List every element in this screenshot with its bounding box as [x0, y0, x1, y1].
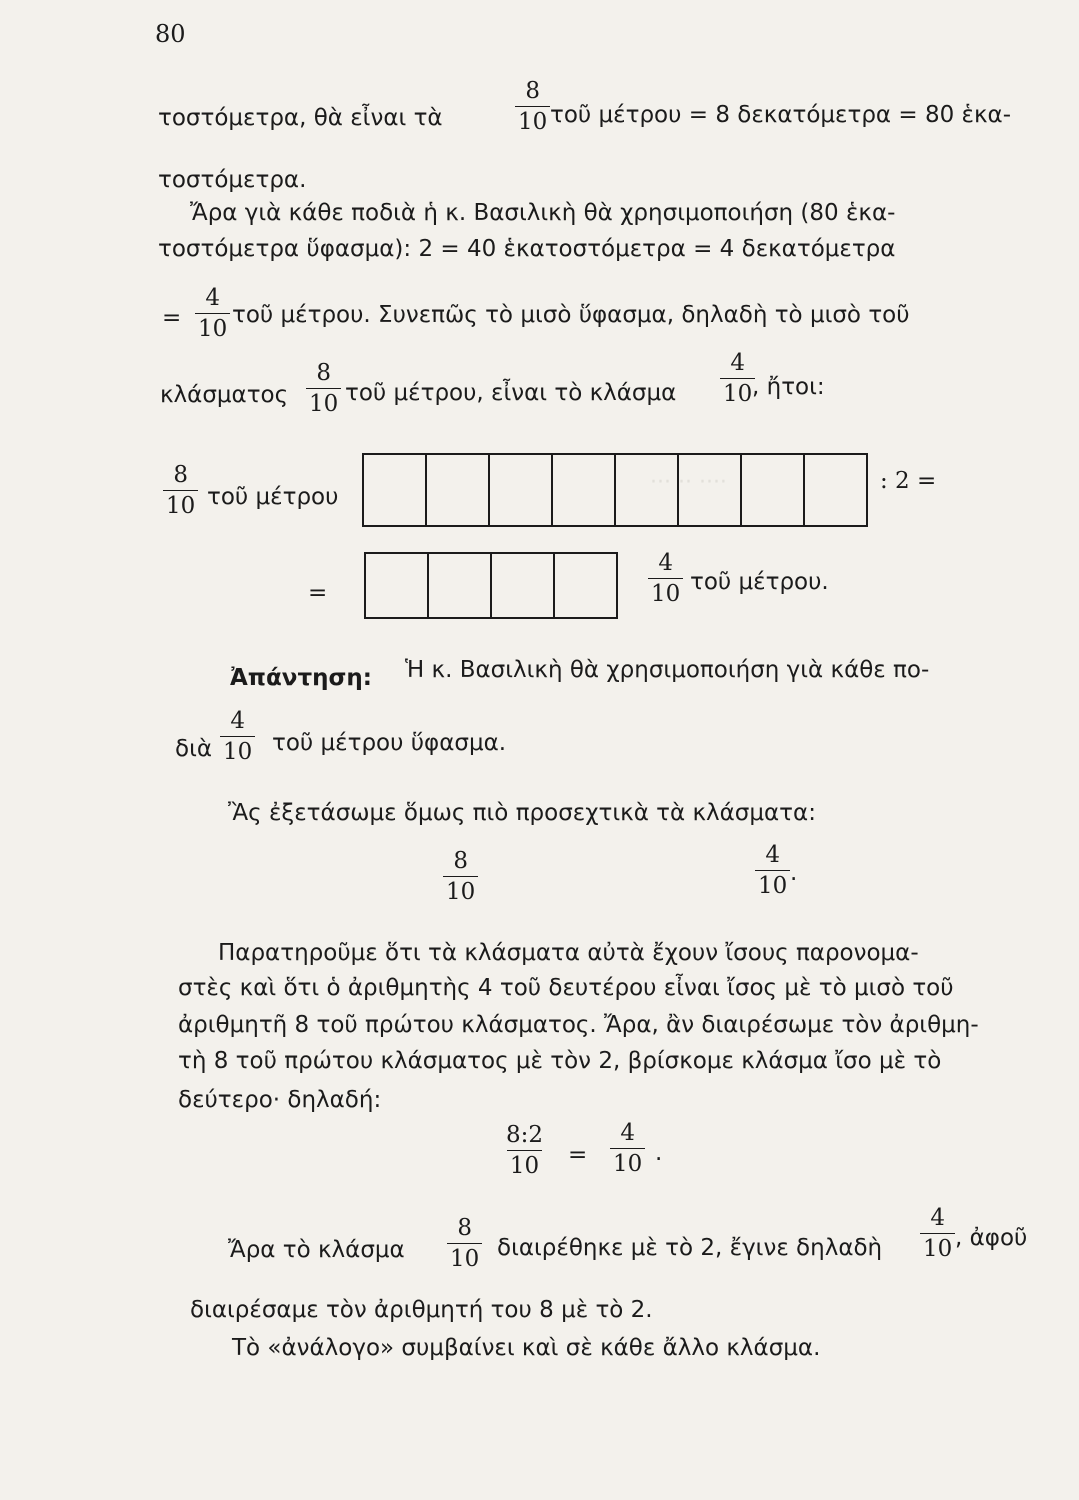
para-line-5: δεύτερο· δηλαδή: [178, 1087, 382, 1113]
fraction-4-10 [195, 285, 230, 342]
strip-cell [555, 554, 616, 617]
para-line-4: τὴ 8 τοῦ πρώτου κλάσματος μὲ τὸν 2, βρίσκομε κλάσμα ἴσο μὲ τὸ [178, 1048, 942, 1074]
fraction-4-10 [920, 1205, 955, 1262]
conclusion-line-2: διαιρέσαμε τὸν ἀριθμητή του 8 μὲ τὸ 2. [190, 1297, 653, 1323]
para-line-1: Παρατηροῦμε ὅτι τὰ κλάσματα αὐτὰ ἔχουν ἴσους παρονομα- [218, 940, 919, 966]
denominator: 10 [195, 313, 230, 342]
conclusion-prefix: Ἄρα τὸ κλάσμα [228, 1237, 405, 1263]
pair-end: . [790, 860, 798, 886]
fraction-4-10 [610, 1120, 645, 1177]
strip-cell [553, 455, 616, 525]
denominator: 10 [648, 578, 683, 607]
numerator: 8 [525, 78, 540, 104]
strip-cell [616, 455, 679, 525]
diagram-fraction-8-10 [163, 462, 198, 519]
diagram-row2-label: τοῦ μέτρου. [690, 569, 829, 595]
show-through-text: ··· ·· ···· [650, 470, 727, 495]
equals-sign: = [568, 1142, 588, 1168]
strip-four-tenths [364, 552, 618, 619]
divide-by-two: : 2 = [880, 468, 937, 494]
answer2-suffix: τοῦ μέτρου ὕφασμα. [272, 730, 507, 756]
denominator: 10 [163, 490, 198, 519]
fraction-8-10 [447, 1215, 482, 1272]
fraction-8-10 [443, 848, 478, 905]
fraction-4-10 [720, 350, 755, 407]
line3: Ἄρα γιὰ κάθε ποδιὰ ἡ κ. Βασιλικὴ θὰ χρησιμοποιήση (80 ἑκα- [190, 200, 896, 226]
fraction-4-10 [220, 708, 255, 765]
diagram-fraction-4-10 [648, 550, 683, 607]
equation-end: . [655, 1140, 663, 1166]
fraction-8-10 [306, 360, 341, 417]
line6-suffix: , ἤτοι: [752, 374, 825, 400]
strip-cell [366, 554, 429, 617]
last-line: Τὸ «ἀνάλογο» συμβαίνει καὶ σὲ κάθε ἄλλο κλάσμα. [232, 1335, 821, 1361]
strip-cell [679, 455, 742, 525]
answer-text: Ἡ κ. Βασιλικὴ θὰ χρησιμοποιήση γιὰ κάθε πο- [405, 657, 930, 683]
numerator: 8 [457, 1215, 472, 1241]
equals-sign: = [162, 305, 182, 331]
conclusion-suffix: , ἀφοῦ [955, 1225, 1028, 1251]
denominator: 10 [443, 876, 478, 905]
line1-prefix: τοστόμετρα, θὰ εἶναι τὰ [158, 105, 443, 131]
denominator: 10 [755, 870, 790, 899]
para-line-3: ἀριθμητῆ 8 τοῦ πρώτου κλάσματος. Ἄρα, ἂν διαιρέσωμε τὸν ἀριθμη- [178, 1012, 979, 1038]
numerator: 8 [316, 360, 331, 386]
strip-cell [805, 455, 866, 525]
numerator: 8 [173, 462, 188, 488]
answer-label: Ἀπάντηση: [230, 665, 372, 691]
denominator: 10 [220, 736, 255, 765]
numerator: 4 [765, 842, 780, 868]
equals-sign: = [308, 580, 328, 606]
fraction-8-10 [515, 78, 550, 135]
strip-cell [490, 455, 553, 525]
para-line-2: στὲς καὶ ὅτι ὁ ἀριθμητὴς 4 τοῦ δευτέρου εἶναι ἴσος μὲ τὸ μισὸ τοῦ [178, 975, 954, 1001]
diagram-row1-label: τοῦ μέτρου [207, 484, 339, 510]
strip-cell [364, 455, 427, 525]
strip-eight-tenths [362, 453, 868, 527]
denominator: 10 [720, 378, 755, 407]
line1-suffix: τοῦ μέτρου = 8 δεκατόμετρα = 80 ἑκα- [550, 102, 1011, 128]
numerator: 8 [453, 848, 468, 874]
numerator: 4 [620, 1120, 635, 1146]
denominator: 10 [306, 388, 341, 417]
fraction-4-10 [755, 842, 790, 899]
numerator: 4 [658, 550, 673, 576]
line4: τοστόμετρα ὕφασμα): 2 = 40 ἑκατοστόμετρα = 4 δεκατόμετρα [158, 236, 896, 262]
strip-cell [427, 455, 490, 525]
answer2-prefix: διὰ [175, 736, 213, 762]
line2: τοστόμετρα. [158, 167, 307, 193]
strip-cell [742, 455, 805, 525]
line5-suffix: τοῦ μέτρου. Συνεπῶς τὸ μισὸ ὕφασμα, δηλαδὴ τὸ μισὸ τοῦ [232, 302, 910, 328]
denominator: 10 [507, 1150, 542, 1179]
line6-middle: τοῦ μέτρου, εἶναι τὸ κλάσμα [345, 380, 677, 406]
denominator: 10 [447, 1243, 482, 1272]
examine-line: Ἂς ἐξετάσωμε ὅμως πιὸ προσεχτικὰ τὰ κλάσματα: [228, 800, 816, 826]
strip-cell [429, 554, 492, 617]
numerator: 4 [930, 1205, 945, 1231]
numerator: 8:2 [506, 1122, 544, 1148]
numerator: 4 [230, 708, 245, 734]
page-number: 80 [155, 20, 186, 48]
conclusion-middle: διαιρέθηκε μὲ τὸ 2, ἔγινε δηλαδὴ [497, 1235, 883, 1261]
line6-prefix: κλάσματος [160, 382, 289, 408]
denominator: 10 [610, 1148, 645, 1177]
strip-cell [492, 554, 555, 617]
denominator: 10 [515, 106, 550, 135]
fraction-8div2-10 [503, 1122, 546, 1179]
denominator: 10 [920, 1233, 955, 1262]
numerator: 4 [205, 285, 220, 311]
numerator: 4 [730, 350, 745, 376]
